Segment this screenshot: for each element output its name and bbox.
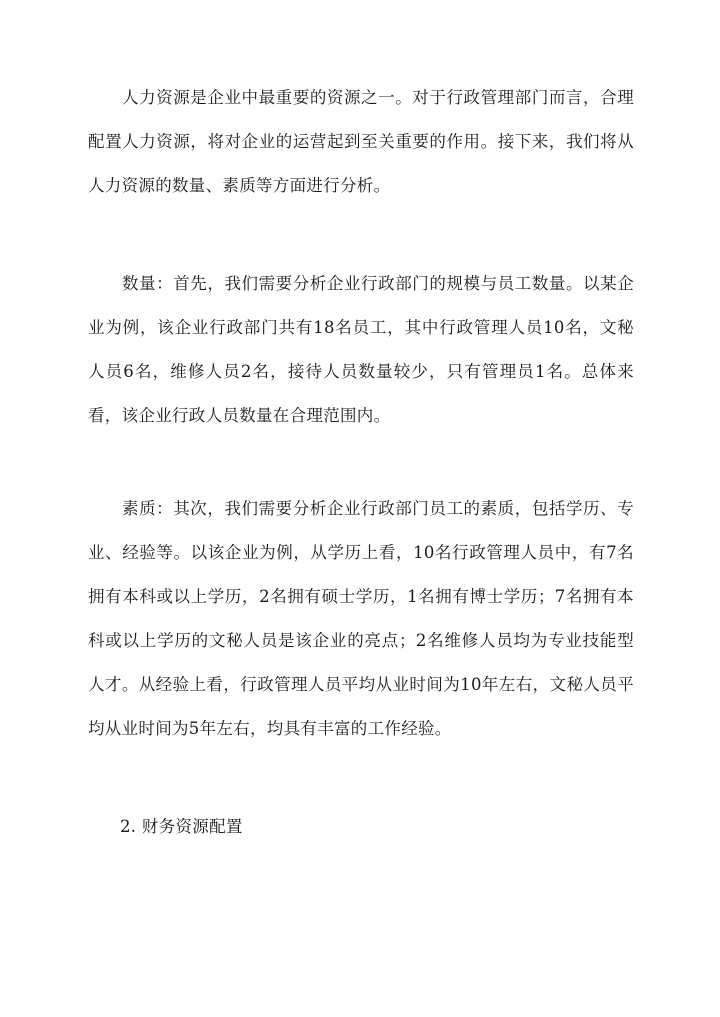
paragraph-quality-analysis: 素质：其次，我们需要分析企业行政部门员工的素质，包括学历、专业、经验等。以该企业为例，从学历上看，10名行政管理人员中，有7名拥有本科或以上学历，2名拥有硕士学历，1名拥有博士学历；7名拥有本科或以上学历的文秘人员是该企业的亮点；2名维修人员均为专业技能型人才。从经验上看，行政管理人员平均从业时间为10年左右，文秘人员平均从业时间为5年左右，均具有丰富的工作经验。 — [88, 499, 634, 738]
paragraph-human-resources-intro: 人力资源是企业中最重要的资源之一。对于行政管理部门而言，合理配置人力资源，将对企业的运营起到至关重要的作用。接下来，我们将从人力资源的数量、素质等方面进行分析。 — [88, 88, 634, 195]
paragraph-quantity-analysis: 数量：首先，我们需要分析企业行政部门的规模与员工数量。以某企业为例，该企业行政部门共有18名员工，其中行政管理人员10名，文秘人员6名，维修人员2名，接待人员数量较少，只有管理员1名。总体来看，该企业行政人员数量在合理范围内。 — [88, 274, 634, 425]
section-heading-financial-resources: 2. 财务资源配置 — [120, 817, 243, 836]
